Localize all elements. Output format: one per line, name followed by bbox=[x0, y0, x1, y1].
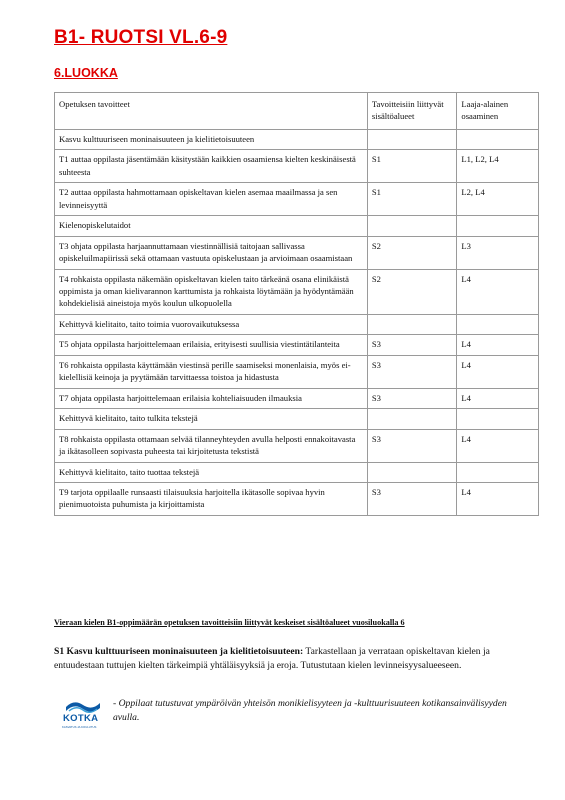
header-content-areas: Tavoitteisiin liittyvät sisältöalueet bbox=[367, 93, 457, 130]
section-title: Kehittyvä kielitaito, taito toimia vuorovaikutuksessa bbox=[55, 314, 368, 334]
content-area-note: - Oppilaat tutustuvat ympäröivän yhteisön monikielisyyteen ja -kulttuurisuuteen kotikansainvälisyyden avulla. bbox=[113, 698, 507, 723]
section-row bbox=[55, 462, 539, 482]
header-goals: Opetuksen tavoitteet bbox=[55, 93, 368, 130]
content-area-cell: S3 bbox=[367, 355, 457, 388]
empty-cell bbox=[367, 409, 457, 429]
goal-cell: T4 rohkaista oppilasta näkemään opiskeltavan kielen taito tärkeänä osana elinikäistä oppimista ja oman kielivarannon karttumista ja rohkaista löytämään ja hyödyntämään kohdekielisiä aineistoja myös koulun ulkopuolella bbox=[55, 269, 368, 314]
section-row bbox=[55, 216, 539, 236]
content-area-s1 bbox=[54, 645, 524, 673]
competence-cell: L4 bbox=[457, 269, 539, 314]
section-row bbox=[55, 129, 539, 149]
empty-cell bbox=[367, 216, 457, 236]
table-row bbox=[55, 388, 539, 408]
content-area-cell: S2 bbox=[367, 269, 457, 314]
header-competence: Laaja-alainen osaaminen bbox=[457, 93, 539, 130]
s1-title: S1 Kasvu kulttuuriseen moninaisuuteen ja kielitietoisuuteen: bbox=[54, 646, 304, 657]
grade-heading: 6.LUOKKA bbox=[54, 66, 118, 80]
table-row bbox=[55, 236, 539, 269]
empty-cell bbox=[367, 314, 457, 334]
goal-cell: T3 ohjata oppilasta harjaannuttamaan viestinnällisiä taitojaan sallivassa opiskeluilmapiirissä sekä ottamaan vastuuta opiskelustaan ja arvioimaan osaamistaan bbox=[55, 236, 368, 269]
goal-cell: T6 rohkaista oppilasta käyttämään viestinsä perille saamiseksi monenlaisia, myös ei-kielellisiä keinoja ja pyytämään tarvittaessa toistoa ja hidastusta bbox=[55, 355, 368, 388]
section-row bbox=[55, 314, 539, 334]
competence-cell: L4 bbox=[457, 429, 539, 462]
table-row bbox=[55, 183, 539, 216]
empty-cell bbox=[367, 129, 457, 149]
competence-cell: L3 bbox=[457, 236, 539, 269]
goal-cell: T8 rohkaista oppilasta ottamaan selvää tilanneyhteyden avulla helposti ennakoitavasta ja ikätasolleen sopivasta puheesta tai kirjoitetusta tekstistä bbox=[55, 429, 368, 462]
content-area-cell: S1 bbox=[367, 150, 457, 183]
empty-cell bbox=[457, 314, 539, 334]
goal-cell: T7 ohjata oppilasta harjoittelemaan erilaisia kohteliaisuuden ilmauksia bbox=[55, 388, 368, 408]
table-row bbox=[55, 482, 539, 515]
content-area-cell: S1 bbox=[367, 183, 457, 216]
competence-cell: L4 bbox=[457, 335, 539, 355]
section-title: Kehittyvä kielitaito, taito tulkita tekstejä bbox=[55, 409, 368, 429]
content-area-cell: S3 bbox=[367, 429, 457, 462]
competence-cell: L4 bbox=[457, 355, 539, 388]
section-title: Kasvu kulttuuriseen moninaisuuteen ja kielitietoisuuteen bbox=[55, 129, 368, 149]
empty-cell bbox=[457, 216, 539, 236]
content-area-cell: S3 bbox=[367, 482, 457, 515]
table-row bbox=[55, 335, 539, 355]
table-row bbox=[55, 269, 539, 314]
competence-cell: L1, L2, L4 bbox=[457, 150, 539, 183]
document-title: B1- RUOTSI VL.6-9 bbox=[54, 27, 228, 48]
section-title: Kielenopiskelutaidot bbox=[55, 216, 368, 236]
empty-cell bbox=[367, 462, 457, 482]
table-row bbox=[55, 429, 539, 462]
content-area-cell: S3 bbox=[367, 388, 457, 408]
goal-cell: T5 ohjata oppilasta harjoittelemaan erilaisia, erityisesti suullisia viestintätilanteita bbox=[55, 335, 368, 355]
table-row bbox=[55, 355, 539, 388]
competence-cell: L4 bbox=[457, 482, 539, 515]
goal-cell: T1 auttaa oppilasta jäsentämään käsitystään kaikkien osaamiensa kielten keskinäisestä suhteesta bbox=[55, 150, 368, 183]
goal-cell: T9 tarjota oppilaalle runsaasti tilaisuuksia harjoitella ikätasolle sopivaa hyvin pienimuotoista puhumista ja kirjoittamista bbox=[55, 482, 368, 515]
table-row bbox=[55, 150, 539, 183]
logo-subtext: KASVATUS JA KOULUTUS bbox=[62, 725, 97, 729]
logo-text: KOTKA bbox=[63, 713, 99, 724]
empty-cell bbox=[457, 409, 539, 429]
section-title: Kehittyvä kielitaito, taito tuottaa tekstejä bbox=[55, 462, 368, 482]
s1-text: Tarkastellaan ja verrataan opiskeltavan kielen ja entuudestaan tuttujen kielten tärkeimpiä yhtäläisyyksiä ja eroja. Tutustutaan kielen levinneisyysalueeseen. bbox=[54, 646, 490, 671]
content-areas-heading: Vieraan kielen B1-oppimäärän opetuksen tavoitteisiin liittyvät keskeiset sisältöalueet vuosiluokalla 6 bbox=[54, 618, 405, 627]
goals-table bbox=[54, 92, 539, 516]
competence-cell: L2, L4 bbox=[457, 183, 539, 216]
competence-cell: L4 bbox=[457, 388, 539, 408]
content-area-cell: S2 bbox=[367, 236, 457, 269]
goal-cell: T2 auttaa oppilasta hahmottamaan opiskeltavan kielen asemaa maailmassa ja sen levinneisyyttä bbox=[55, 183, 368, 216]
content-area-cell: S3 bbox=[367, 335, 457, 355]
empty-cell bbox=[457, 129, 539, 149]
table-header-row bbox=[55, 93, 539, 130]
empty-cell bbox=[457, 462, 539, 482]
section-row bbox=[55, 409, 539, 429]
